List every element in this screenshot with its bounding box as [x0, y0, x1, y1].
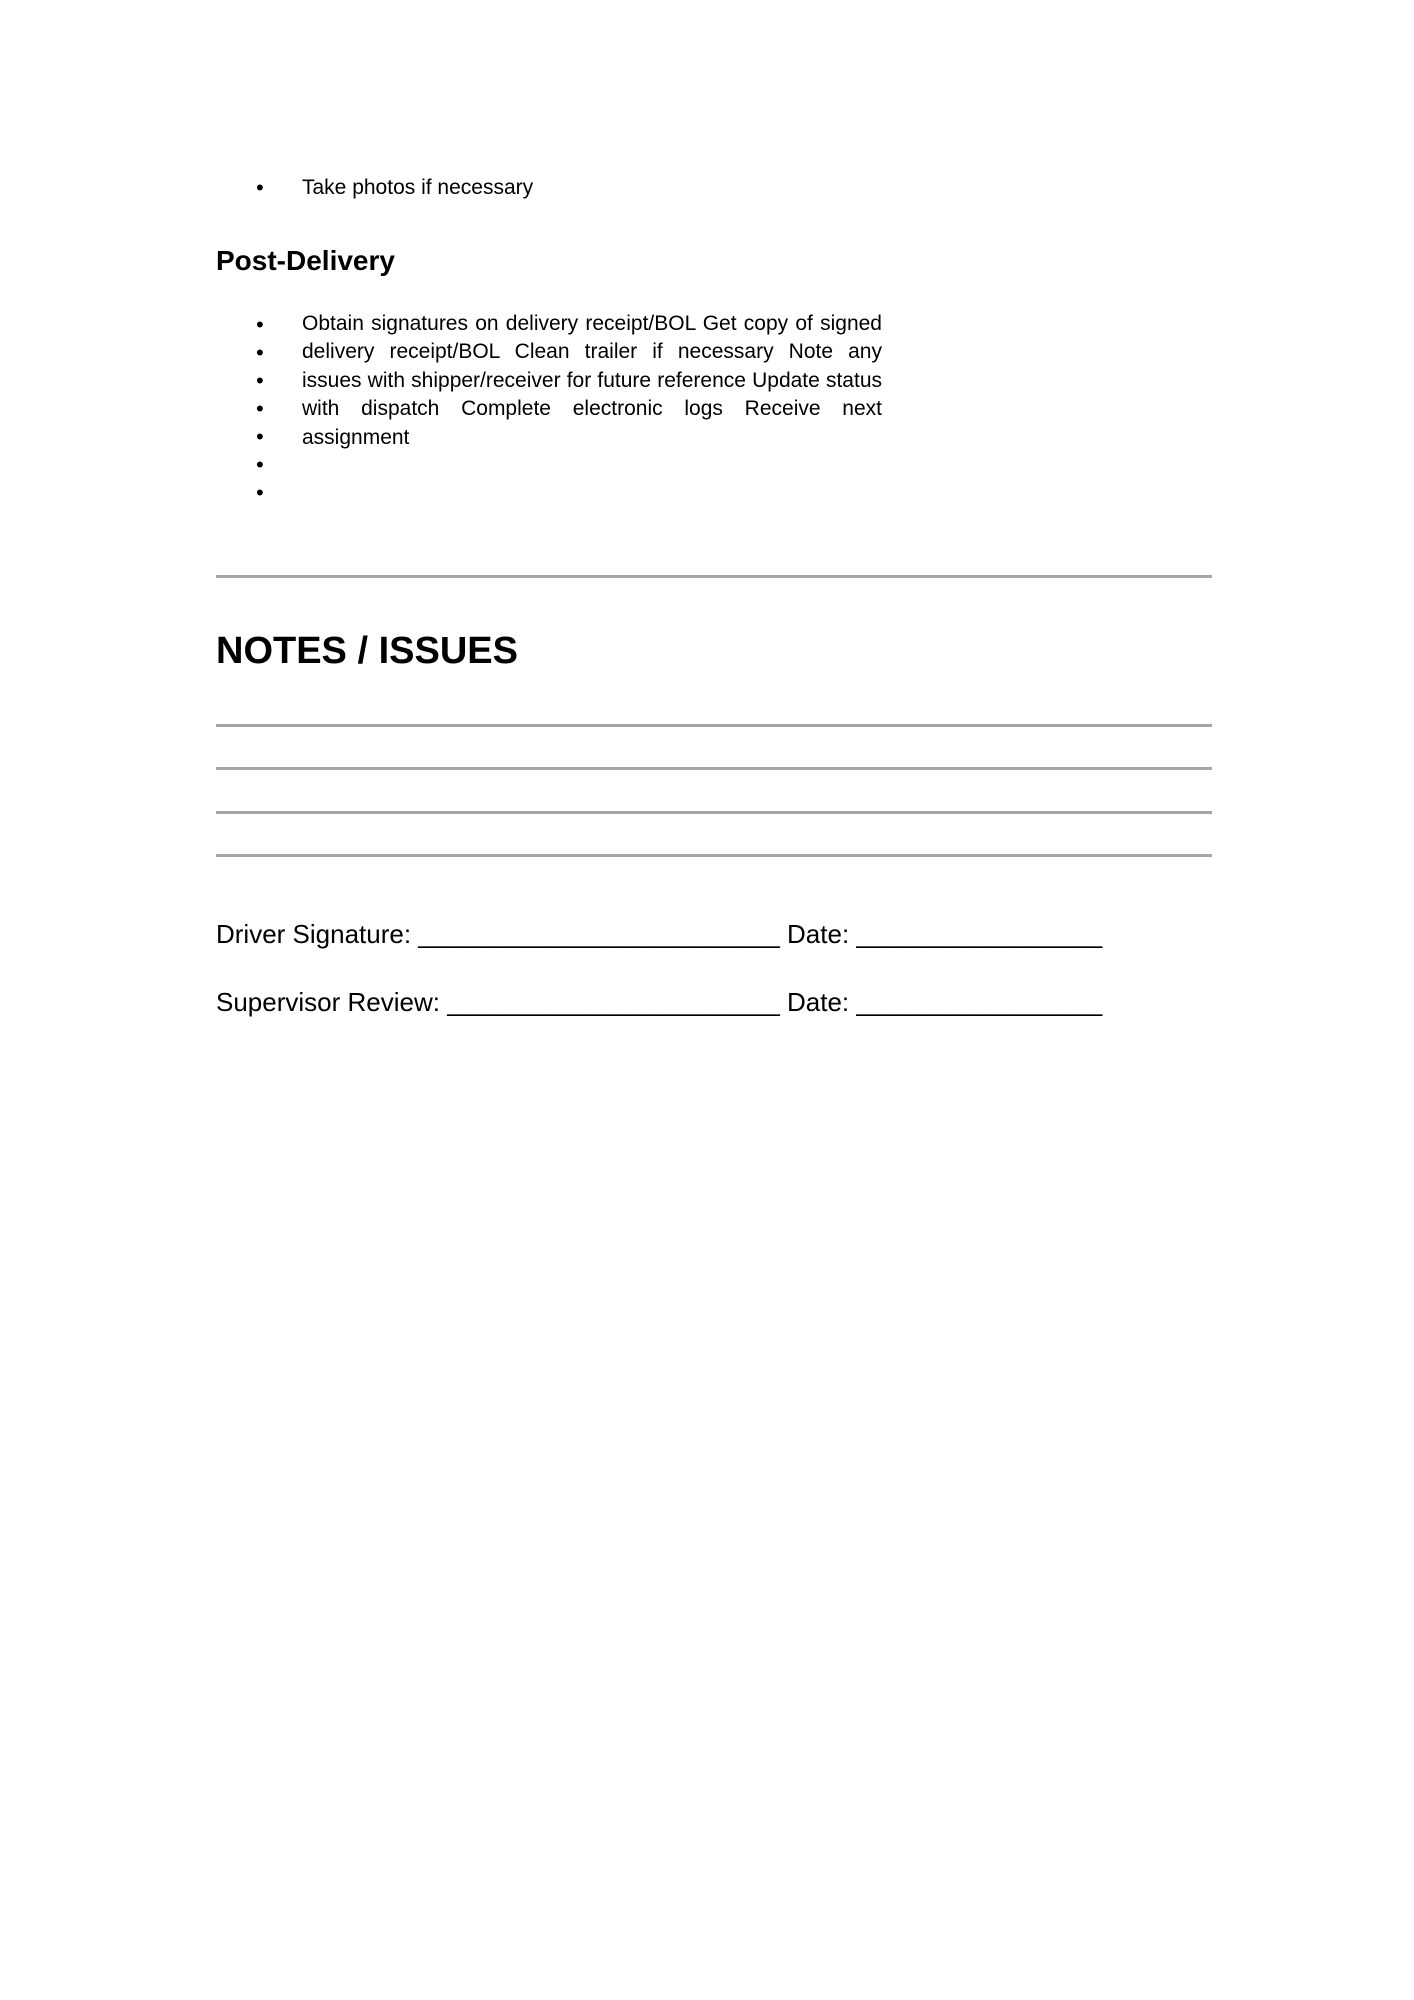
note-line[interactable]	[216, 724, 1212, 727]
note-line[interactable]	[216, 767, 1212, 770]
driver-signature-line[interactable]: Driver Signature: _________________________ Date: _________________	[216, 919, 1103, 949]
section-divider	[216, 575, 1212, 578]
bullet-marker: •	[256, 368, 264, 393]
bullet-marker: •	[256, 175, 264, 200]
list-item: Take photos if necessary	[302, 176, 534, 199]
bullet-marker: •	[256, 340, 264, 365]
notes-heading: NOTES / ISSUES	[216, 630, 518, 672]
post-delivery-text: Obtain signatures on delivery receipt/BOL Get copy of signed delivery receipt/BOL Clean trailer if necessary Note any issues with shipper/receiver for future reference Update status with dispatch Complete electronic logs Receive next assignment	[302, 312, 882, 449]
bullet-marker: •	[256, 452, 264, 477]
section-heading-post-delivery: Post-Delivery	[216, 245, 395, 276]
bullet-marker: •	[256, 424, 264, 449]
bullet-marker: •	[256, 312, 264, 337]
bullet-marker: •	[256, 480, 264, 505]
supervisor-review-line[interactable]: Supervisor Review: _______________________ Date: _________________	[216, 987, 1103, 1017]
bullet-marker: •	[256, 396, 264, 421]
note-line[interactable]	[216, 811, 1212, 814]
note-line[interactable]	[216, 854, 1212, 857]
